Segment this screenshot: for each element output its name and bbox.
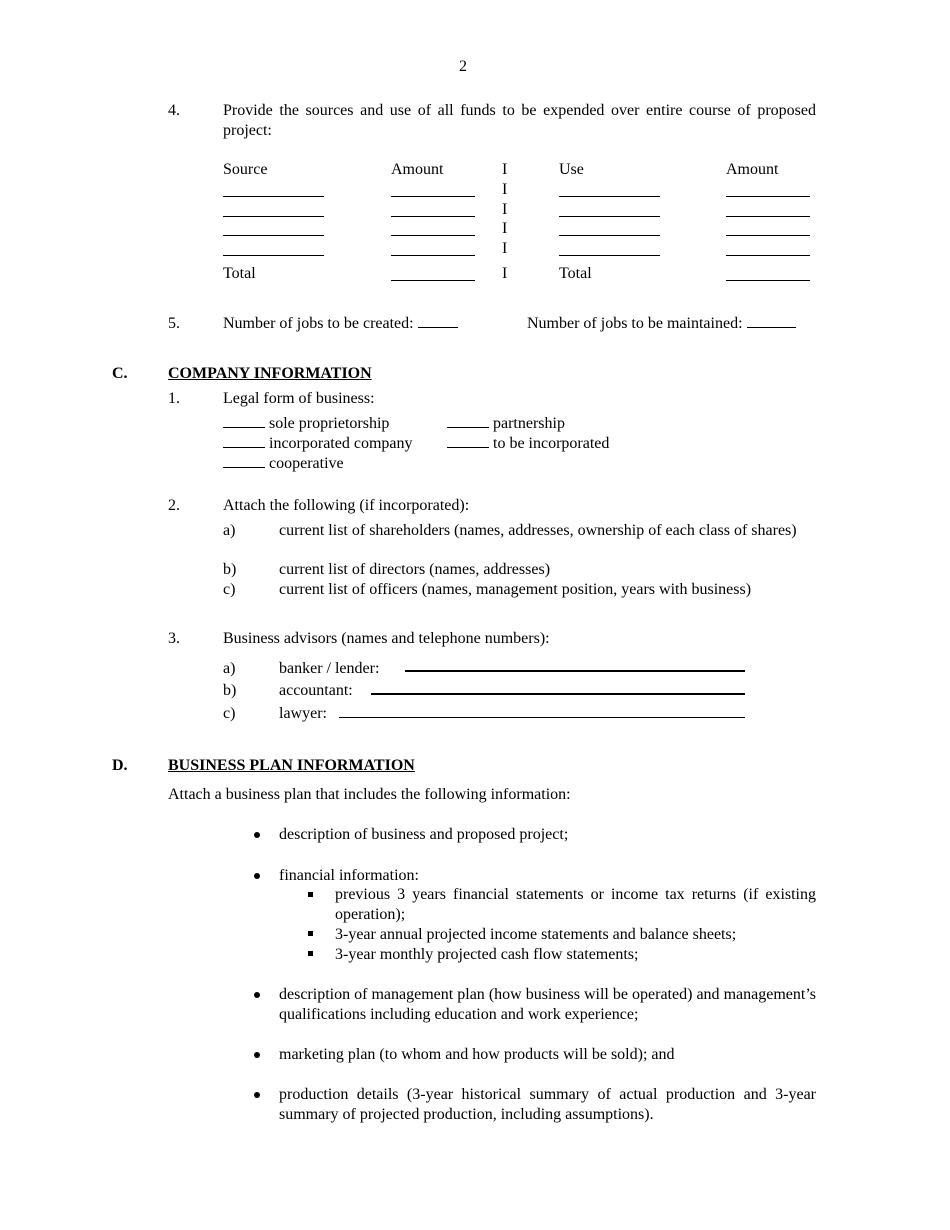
c2-a-text: current list of shareholders (names, addresses, ownership of each class of shares) bbox=[279, 522, 797, 539]
total-source-amount-blank[interactable] bbox=[391, 280, 475, 281]
option-label: to be incorporated bbox=[493, 435, 610, 452]
table-separator: I bbox=[502, 181, 508, 198]
square-bullet-icon bbox=[308, 951, 313, 956]
use-blank[interactable] bbox=[559, 255, 660, 256]
jobs-created-blank[interactable] bbox=[418, 314, 458, 328]
bullet-icon bbox=[254, 992, 260, 998]
checkbox-blank[interactable] bbox=[223, 434, 265, 448]
source-blank[interactable] bbox=[223, 235, 324, 236]
use-blank[interactable] bbox=[559, 235, 660, 236]
item5-number: 5. bbox=[168, 315, 180, 332]
use-amount-blank[interactable] bbox=[726, 235, 810, 236]
source-amount-blank[interactable] bbox=[391, 235, 475, 236]
bullet-icon bbox=[254, 832, 260, 838]
jobs-maintained-label: Number of jobs to be maintained: bbox=[527, 315, 743, 332]
item4-number: 4. bbox=[168, 102, 180, 119]
option-partnership bbox=[447, 414, 565, 434]
option-label: partnership bbox=[493, 415, 565, 432]
total-source-label: Total bbox=[223, 265, 256, 282]
use-blank[interactable] bbox=[559, 196, 660, 197]
section-d-letter: D. bbox=[112, 757, 128, 774]
c1-text: Legal form of business: bbox=[223, 390, 375, 407]
checkbox-blank[interactable] bbox=[223, 454, 265, 468]
jobs-maintained-blank[interactable] bbox=[747, 314, 796, 328]
c2-b-text: current list of directors (names, addresses) bbox=[279, 561, 551, 578]
section-c-letter: C. bbox=[112, 365, 128, 382]
item4-text: Provide the sources and use of all funds to be expended over entire course of proposed project: bbox=[223, 102, 816, 139]
source-amount-blank[interactable] bbox=[391, 216, 475, 217]
table-separator: I bbox=[502, 161, 508, 178]
c2-number: 2. bbox=[168, 497, 180, 514]
section-d-title: BUSINESS PLAN INFORMATION bbox=[168, 757, 415, 774]
bullet-icon bbox=[254, 1092, 260, 1098]
total-use-amount-blank[interactable] bbox=[726, 280, 810, 281]
option-to-be-incorporated bbox=[447, 434, 609, 454]
checkbox-blank[interactable] bbox=[223, 414, 265, 428]
c3-text: Business advisors (names and telephone numbers): bbox=[223, 630, 550, 647]
c1-number: 1. bbox=[168, 390, 180, 407]
plan-item-business: description of business and proposed project; bbox=[279, 826, 569, 843]
checkbox-blank[interactable] bbox=[447, 414, 489, 428]
option-cooperative bbox=[223, 454, 344, 474]
financial-subitem-statements: previous 3 years financial statements or income tax returns (if existing operation); bbox=[335, 886, 816, 923]
table-header-use: Use bbox=[559, 161, 584, 178]
table-separator: I bbox=[502, 201, 508, 218]
c3-a-letter: a) bbox=[223, 660, 236, 677]
jobs-created bbox=[223, 314, 458, 334]
lawyer-input-line[interactable] bbox=[339, 717, 745, 718]
plan-item-financial: financial information: bbox=[279, 867, 419, 884]
accountant-label: accountant: bbox=[279, 682, 353, 699]
option-label: incorporated company bbox=[269, 435, 413, 452]
table-separator: I bbox=[502, 220, 508, 237]
square-bullet-icon bbox=[308, 892, 313, 897]
plan-item-marketing: marketing plan (to whom and how products will be sold); and bbox=[279, 1046, 675, 1063]
c3-c-letter: c) bbox=[223, 705, 236, 722]
c2-c-text: current list of officers (names, management position, years with business) bbox=[279, 581, 752, 598]
page-number: 2 bbox=[459, 58, 467, 75]
bullet-icon bbox=[254, 1052, 260, 1058]
banker-label: banker / lender: bbox=[279, 660, 380, 677]
source-amount-blank[interactable] bbox=[391, 196, 475, 197]
use-amount-blank[interactable] bbox=[726, 216, 810, 217]
c2-c-letter: c) bbox=[223, 581, 236, 598]
c2-text: Attach the following (if incorporated): bbox=[223, 497, 470, 514]
option-incorporated-company bbox=[223, 434, 413, 454]
source-blank[interactable] bbox=[223, 216, 324, 217]
c2-b-letter: b) bbox=[223, 561, 237, 578]
option-sole-proprietorship bbox=[223, 414, 389, 434]
table-header-source: Source bbox=[223, 161, 268, 178]
table-separator: I bbox=[502, 265, 508, 282]
banker-input-line[interactable] bbox=[405, 670, 745, 672]
section-d-intro: Attach a business plan that includes the following information: bbox=[168, 786, 571, 803]
financial-subitem-cashflow: 3-year monthly projected cash flow statements; bbox=[335, 946, 639, 963]
use-blank[interactable] bbox=[559, 216, 660, 217]
use-amount-blank[interactable] bbox=[726, 196, 810, 197]
financial-subitem-annual: 3-year annual projected income statements and balance sheets; bbox=[335, 926, 737, 943]
option-label: sole proprietorship bbox=[269, 415, 390, 432]
checkbox-blank[interactable] bbox=[447, 434, 489, 448]
c2-a-letter: a) bbox=[223, 522, 236, 539]
bullet-icon bbox=[254, 873, 260, 879]
option-label: cooperative bbox=[269, 455, 344, 472]
jobs-created-label: Number of jobs to be created: bbox=[223, 315, 414, 332]
use-amount-blank[interactable] bbox=[726, 255, 810, 256]
accountant-input-line[interactable] bbox=[371, 693, 745, 695]
source-blank[interactable] bbox=[223, 196, 324, 197]
square-bullet-icon bbox=[308, 931, 313, 936]
total-use-label: Total bbox=[559, 265, 592, 282]
table-header-amount-use: Amount bbox=[726, 161, 779, 178]
table-header-amount-source: Amount bbox=[391, 161, 444, 178]
c3-b-letter: b) bbox=[223, 682, 237, 699]
jobs-maintained bbox=[527, 314, 796, 334]
plan-item-management: description of management plan (how business will be operated) and management’s qualifications including education and work experience; bbox=[279, 986, 816, 1023]
source-amount-blank[interactable] bbox=[391, 255, 475, 256]
table-separator: I bbox=[502, 240, 508, 257]
plan-item-production: production details (3-year historical summary of actual production and 3-year summary of projected production, including assumptions). bbox=[279, 1086, 816, 1123]
c3-number: 3. bbox=[168, 630, 180, 647]
lawyer-label: lawyer: bbox=[279, 705, 327, 722]
section-c-title: COMPANY INFORMATION bbox=[168, 365, 372, 382]
source-blank[interactable] bbox=[223, 255, 324, 256]
